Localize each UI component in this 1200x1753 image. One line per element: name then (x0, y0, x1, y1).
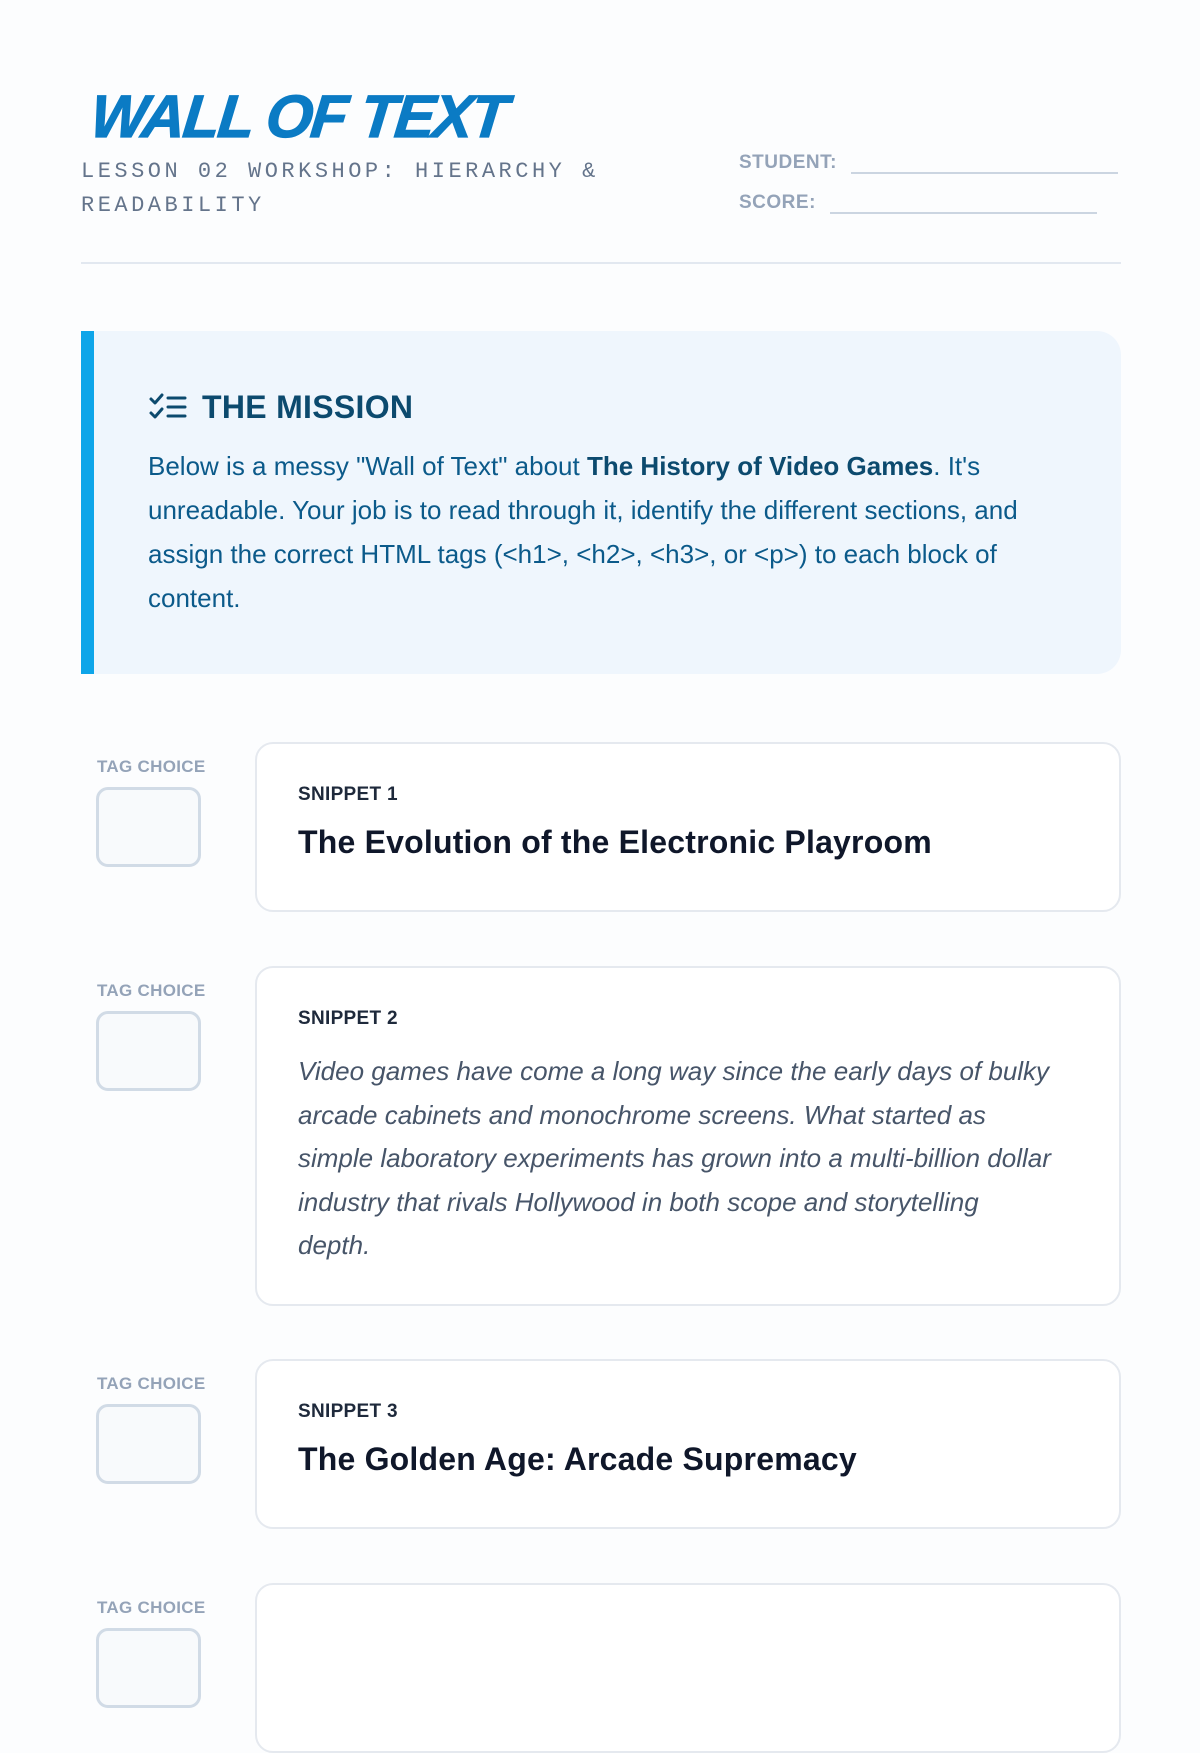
mission-topic: The History of Video Games (586, 451, 934, 481)
mission-text-start: Below is a messy "Wall of Text" about (148, 451, 587, 481)
snippet-row (81, 1583, 1121, 1753)
checklist-icon (148, 391, 188, 425)
score-input-line[interactable] (830, 192, 1097, 214)
mission-title: THE MISSION (202, 389, 414, 425)
snippet-row (81, 966, 1121, 1306)
snippet-card (255, 1583, 1121, 1753)
mission-text-end: . It's unreadable. Your job is to read through it, identify the different sections, and assign the correct HTML tags (<h1>, <h2>, <h3>, or <p>) to each block of content. (148, 451, 1018, 613)
snippet-text: The Golden Age: Arcade Supremacy (298, 1441, 857, 1477)
mission-header (148, 389, 413, 426)
tag-choice-label: TAG CHOICE (97, 981, 206, 1000)
snippet-card (255, 966, 1121, 1306)
snippet-row (81, 1359, 1121, 1529)
score-label: SCORE: (739, 192, 816, 213)
tag-choice-label: TAG CHOICE (97, 1374, 206, 1393)
tag-choice-input[interactable] (96, 1011, 201, 1091)
snippet-text: The Evolution of the Electronic Playroom (298, 824, 932, 860)
mission-description (148, 444, 1058, 620)
snippet-label: SNIPPET 2 (298, 1008, 398, 1029)
mission-callout (81, 331, 1121, 674)
tag-choice-label: TAG CHOICE (97, 1598, 206, 1617)
snippet-card (255, 1359, 1121, 1529)
tag-choice-input[interactable] (96, 787, 201, 867)
student-field (739, 152, 1118, 174)
snippet-text: Video games have come a long way since the early days of bulky arcade cabinets and monochrome screens. What started as simple laboratory experiments has grown into a multi-billion dollar industry that rivals Hollywood in both scope and storytelling depth. (298, 1056, 1051, 1260)
snippet-card (255, 742, 1121, 912)
snippet-row (81, 742, 1121, 912)
snippet-label: SNIPPET 1 (298, 784, 398, 805)
score-field (739, 192, 1097, 214)
lesson-subtitle: LESSON 02 WORKSHOP: HIERARCHY & READABILITY (81, 159, 599, 218)
tag-choice-label: TAG CHOICE (97, 757, 206, 776)
tag-choice-input[interactable] (96, 1628, 201, 1708)
page-title: WALL OF TEXT (87, 83, 510, 150)
student-label: STUDENT: (739, 152, 837, 173)
student-input-line[interactable] (851, 152, 1118, 174)
tag-choice-input[interactable] (96, 1404, 201, 1484)
snippet-label: SNIPPET 3 (298, 1401, 398, 1422)
worksheet-header (81, 83, 1121, 264)
